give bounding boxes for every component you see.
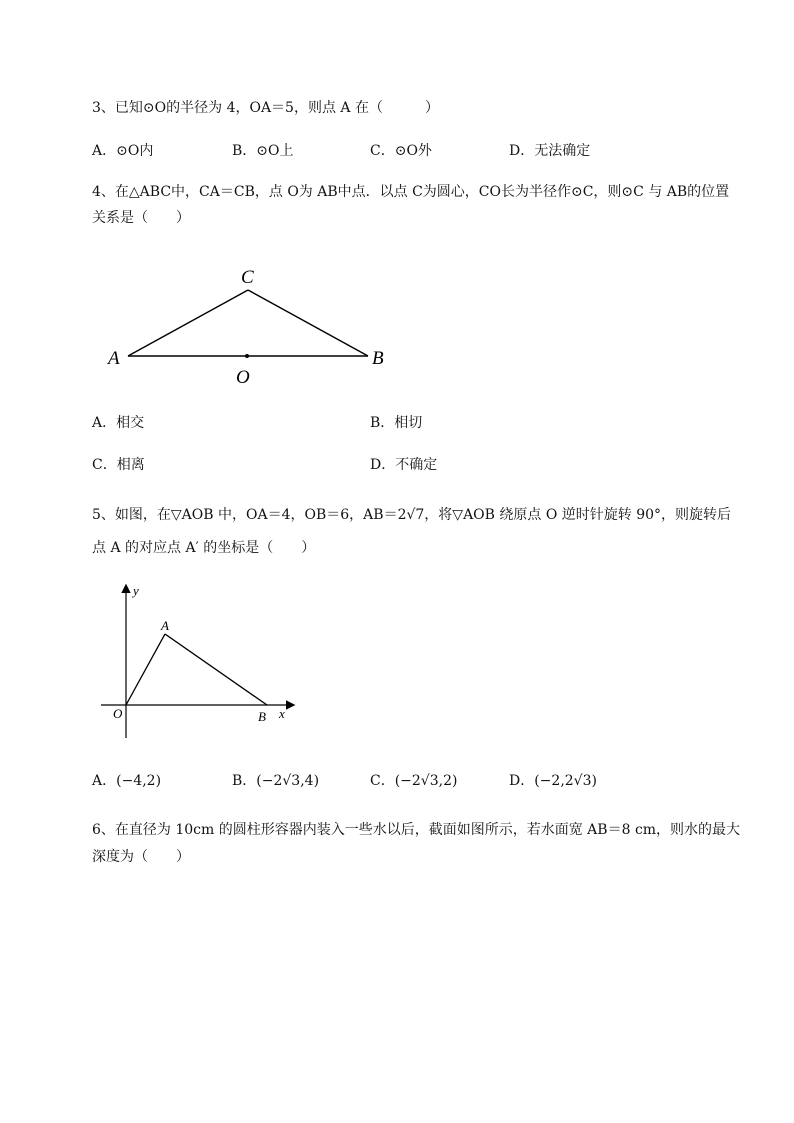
- q5-option-b: B．(−2√3,4): [232, 773, 320, 789]
- side-ca: [128, 290, 248, 356]
- q3-stem: 3、已知⊙O的半径为 4，OA＝5，则点 A 在（ ）: [92, 100, 439, 116]
- q5-stem-line2: 点 A 的对应点 A′ 的坐标是（ ）: [92, 540, 316, 556]
- side-cb: [248, 290, 368, 356]
- q4-stem-line1: 4、在△ABC中，CA＝CB，点 O为 AB中点．以点 C为圆心，CO长为半径作⊙C，则⊙C 与 AB的位置: [92, 184, 730, 200]
- q6-stem-line1: 6、在直径为 10cm 的圆柱形容器内装入一些水以后，截面如图所示，若水面宽 AB＝8 cm，则水的最大: [92, 822, 741, 838]
- q4-stem-line2: 关系是（ ）: [92, 210, 190, 226]
- label-o: O: [113, 706, 123, 721]
- q6-stem-line2: 深度为（ ）: [92, 849, 190, 865]
- label-b: B: [258, 709, 266, 724]
- side-ab: [165, 634, 267, 705]
- q4-option-b: B．相切: [370, 415, 423, 431]
- q5-stem-line1: 5、如图，在▽AOB 中，OA＝4，OB＝6，AB＝2√7，将▽AOB 绕原点 O 逆时针旋转 90°，则旋转后: [92, 507, 732, 523]
- label-c: C: [241, 267, 254, 288]
- label-x: x: [279, 706, 285, 721]
- midpoint-o: [245, 354, 249, 358]
- q5-option-a: A．(−4,2): [92, 773, 162, 789]
- label-a: A: [161, 618, 169, 633]
- q3-option-d: D．无法确定: [509, 143, 591, 159]
- q5-option-c: C．(−2√3,2): [370, 773, 458, 789]
- side-oa: [126, 634, 165, 705]
- q3-option-b: B．⊙O上: [232, 143, 294, 159]
- q4-option-c: C．相离: [92, 457, 145, 473]
- q4-option-d: D．不确定: [370, 457, 438, 473]
- q3-option-a: A．⊙O内: [92, 143, 154, 159]
- q3-option-c: C．⊙O外: [370, 143, 432, 159]
- q5-coordinate-figure: [95, 580, 305, 740]
- q4-triangle-figure: [100, 260, 400, 390]
- label-o: O: [236, 367, 250, 388]
- label-b: B: [372, 348, 384, 369]
- label-y: y: [133, 583, 139, 598]
- q5-option-d: D．(−2,2√3): [509, 773, 597, 789]
- label-a: A: [108, 348, 120, 369]
- q4-option-a: A．相交: [92, 415, 145, 431]
